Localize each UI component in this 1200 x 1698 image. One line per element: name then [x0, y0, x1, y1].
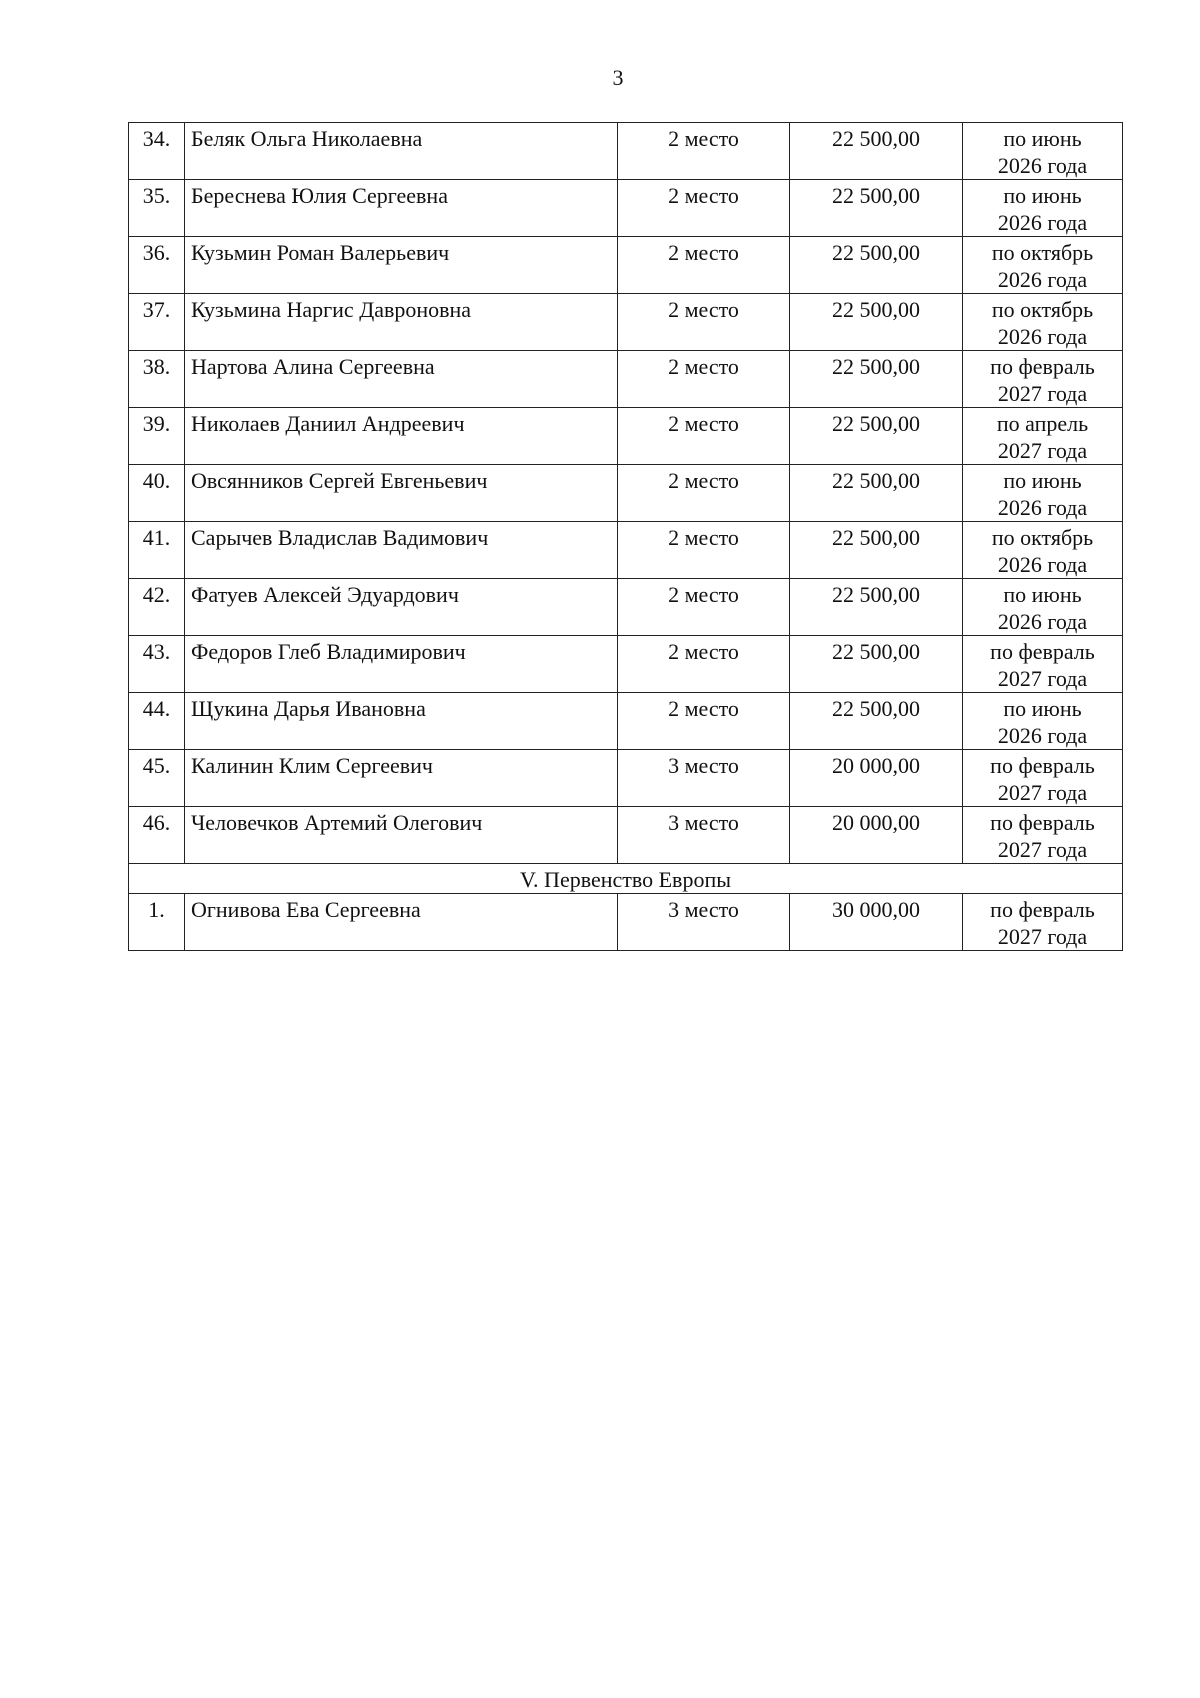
- period: [963, 294, 1123, 351]
- section-title: V. Первенство Европы: [129, 864, 1123, 894]
- page-number: 3: [612, 65, 624, 90]
- person-name: Кузьмин Роман Валерьевич: [185, 237, 618, 294]
- period: [963, 750, 1123, 807]
- period-month: по июнь: [1003, 126, 1082, 151]
- place: 2 место: [618, 522, 790, 579]
- amount: 22 500,00: [790, 636, 963, 693]
- place: 2 место: [618, 180, 790, 237]
- period: [963, 807, 1123, 864]
- period: [963, 123, 1123, 180]
- place: 3 место: [618, 894, 790, 951]
- period: [963, 636, 1123, 693]
- table-row: [129, 237, 1123, 294]
- period-month: по июнь: [1003, 582, 1082, 607]
- period-month: по февраль: [990, 354, 1095, 379]
- amount: 30 000,00: [790, 894, 963, 951]
- amount: 22 500,00: [790, 465, 963, 522]
- table-row: [129, 636, 1123, 693]
- period-month: по июнь: [1003, 183, 1082, 208]
- person-name: Огнивова Ева Сергеевна: [185, 894, 618, 951]
- row-number: 46.: [129, 807, 185, 864]
- period-year: 2027 года: [997, 780, 1088, 805]
- period-year: 2026 года: [997, 552, 1088, 577]
- amount: 22 500,00: [790, 123, 963, 180]
- person-name: Федоров Глеб Владимирович: [185, 636, 618, 693]
- amount: 22 500,00: [790, 180, 963, 237]
- person-name: Сарычев Владислав Вадимович: [185, 522, 618, 579]
- place: 2 место: [618, 636, 790, 693]
- place: 2 место: [618, 465, 790, 522]
- period: [963, 465, 1123, 522]
- person-name: Фатуев Алексей Эдуардович: [185, 579, 618, 636]
- table-row: [129, 123, 1123, 180]
- period: [963, 351, 1123, 408]
- person-name: Человечков Артемий Олегович: [185, 807, 618, 864]
- person-name: Калинин Клим Сергеевич: [185, 750, 618, 807]
- period-month: по октябрь: [991, 240, 1094, 265]
- person-name: Береснева Юлия Сергеевна: [185, 180, 618, 237]
- amount: 22 500,00: [790, 522, 963, 579]
- place: 2 место: [618, 693, 790, 750]
- table-row: [129, 522, 1123, 579]
- period: [963, 522, 1123, 579]
- period-month: по июнь: [1003, 696, 1082, 721]
- row-number: 34.: [129, 123, 185, 180]
- row-number: 38.: [129, 351, 185, 408]
- amount: 22 500,00: [790, 693, 963, 750]
- table-row: [129, 180, 1123, 237]
- period-year: 2026 года: [997, 210, 1088, 235]
- section-header-row: [129, 864, 1123, 894]
- period-year: 2026 года: [997, 609, 1088, 634]
- row-number: 43.: [129, 636, 185, 693]
- row-number: 39.: [129, 408, 185, 465]
- amount: 22 500,00: [790, 294, 963, 351]
- row-number: 37.: [129, 294, 185, 351]
- period-month: по апрель: [996, 411, 1089, 436]
- row-number: 36.: [129, 237, 185, 294]
- row-number: 35.: [129, 180, 185, 237]
- amount: 22 500,00: [790, 351, 963, 408]
- place: 3 место: [618, 750, 790, 807]
- period: [963, 693, 1123, 750]
- table-row: [129, 750, 1123, 807]
- amount: 22 500,00: [790, 237, 963, 294]
- row-number: 42.: [129, 579, 185, 636]
- period-year: 2026 года: [997, 324, 1088, 349]
- period-year: 2027 года: [997, 438, 1088, 463]
- amount: 22 500,00: [790, 408, 963, 465]
- place: 2 место: [618, 351, 790, 408]
- table-row: [129, 894, 1123, 951]
- period-month: по октябрь: [991, 525, 1094, 550]
- person-name: Нартова Алина Сергеевна: [185, 351, 618, 408]
- period-month: по февраль: [990, 810, 1095, 835]
- amount: 22 500,00: [790, 579, 963, 636]
- person-name: Щукина Дарья Ивановна: [185, 693, 618, 750]
- row-number: 45.: [129, 750, 185, 807]
- table-row: [129, 465, 1123, 522]
- period-year: 2026 года: [997, 723, 1088, 748]
- period: [963, 894, 1123, 951]
- table-row: [129, 294, 1123, 351]
- period-month: по февраль: [990, 897, 1095, 922]
- person-name: Овсянников Сергей Евгеньевич: [185, 465, 618, 522]
- period-year: 2026 года: [997, 495, 1088, 520]
- place: 2 место: [618, 579, 790, 636]
- period: [963, 579, 1123, 636]
- period-month: по июнь: [1003, 468, 1082, 493]
- row-number: 41.: [129, 522, 185, 579]
- place: 2 место: [618, 123, 790, 180]
- period: [963, 408, 1123, 465]
- place: 2 место: [618, 237, 790, 294]
- period-year: 2027 года: [997, 666, 1088, 691]
- awards-table: [128, 122, 1123, 951]
- period-year: 2027 года: [997, 381, 1088, 406]
- table-row: [129, 351, 1123, 408]
- period-year: 2026 года: [997, 153, 1088, 178]
- person-name: Кузьмина Наргис Давроновна: [185, 294, 618, 351]
- amount: 20 000,00: [790, 750, 963, 807]
- table-row: [129, 579, 1123, 636]
- period-month: по октябрь: [991, 297, 1094, 322]
- row-number: 1.: [129, 894, 185, 951]
- period-month: по февраль: [990, 753, 1095, 778]
- amount: 20 000,00: [790, 807, 963, 864]
- person-name: Николаев Даниил Андреевич: [185, 408, 618, 465]
- table-row: [129, 807, 1123, 864]
- place: 2 место: [618, 408, 790, 465]
- place: 2 место: [618, 294, 790, 351]
- row-number: 44.: [129, 693, 185, 750]
- table-row: [129, 693, 1123, 750]
- period: [963, 180, 1123, 237]
- period-year: 2027 года: [997, 924, 1088, 949]
- row-number: 40.: [129, 465, 185, 522]
- place: 3 место: [618, 807, 790, 864]
- table-row: [129, 408, 1123, 465]
- period: [963, 237, 1123, 294]
- person-name: Беляк Ольга Николаевна: [185, 123, 618, 180]
- period-month: по февраль: [990, 639, 1095, 664]
- period-year: 2027 года: [997, 837, 1088, 862]
- period-year: 2026 года: [997, 267, 1088, 292]
